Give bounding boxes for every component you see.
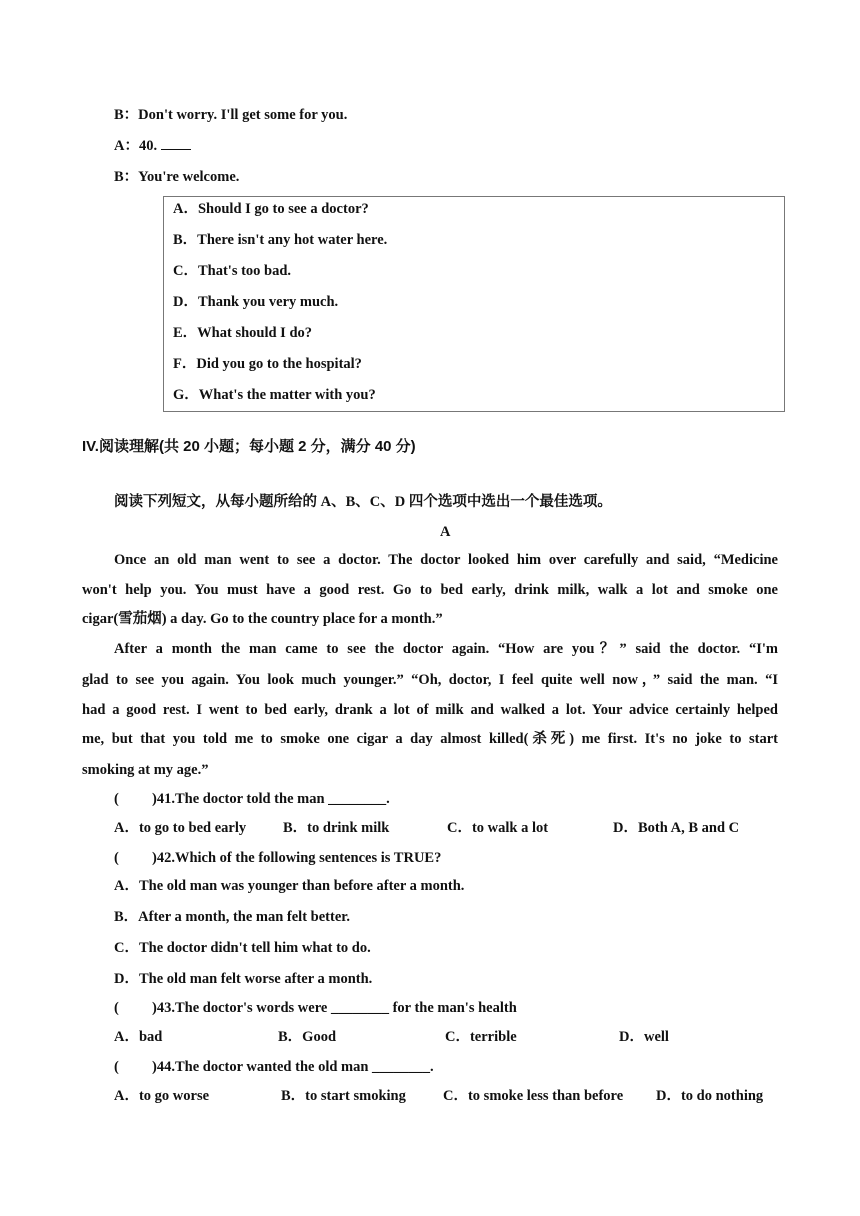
q43-option-a: A．bad (114, 1029, 163, 1045)
q44-option-b: B．to start smoking (281, 1088, 406, 1104)
passage-line-2: won't help you. You must have a good rest. Go to bed early, drink milk, walk a lot and smoke one (82, 582, 778, 598)
q42-option-b: B．After a month, the man felt better. (114, 909, 350, 925)
option-a: A．Should I go to see a doctor? (173, 201, 369, 217)
q41-option-b: B．to drink milk (283, 820, 390, 836)
q44-option-a: A．to go worse (114, 1088, 210, 1104)
option-c: C．That's too bad. (173, 263, 292, 279)
passage-line-6: had a good rest. I went to bed early, drank a lot of milk and walked a lot. Your advice certainly helped (82, 702, 778, 718)
q42-option-a: A．The old man was younger than before after a month. (114, 878, 465, 894)
question-44 (114, 1058, 434, 1076)
question-43-stem: )43.The doctor's words were ________ for the man's health (152, 1000, 517, 1016)
dialogue-line-a40 (114, 137, 191, 155)
passage-line-3: cigar(雪茄烟) a day. Go to the country place for a month.” (82, 611, 443, 627)
question-44-paren: ( (114, 1059, 119, 1075)
answer-blank-40 (161, 137, 191, 150)
q44-option-d: D．to do nothing (656, 1088, 764, 1104)
option-f: F．Did you go to the hospital? (173, 356, 362, 372)
passage-line-5: glad to see you again. You look much younger.” “Oh, doctor, I feel quite well now，” said the man. “I (82, 672, 778, 688)
dialogue-line-b2: B：You're welcome. (114, 169, 240, 185)
passage-line-7: me, but that you told me to smoke one cigar a day almost killed(杀死) me first. It's no joke to start (82, 731, 778, 747)
option-d: D．Thank you very much. (173, 294, 339, 310)
dialogue-line-a40-text: A：40. (114, 138, 158, 154)
option-g: G．What's the matter with you? (173, 387, 376, 403)
question-41-paren: ( (114, 791, 119, 807)
q42-option-d: D．The old man felt worse after a month. (114, 971, 373, 987)
option-b: B．There isn't any hot water here. (173, 232, 388, 248)
question-42 (114, 849, 441, 867)
section-title: IV.阅读理解(共 20 小题；每小题 2 分，满分 40 分) (82, 438, 416, 455)
q43-option-d: D．well (619, 1029, 669, 1045)
question-43-paren: ( (114, 1000, 119, 1016)
passage-line-8: smoking at my age.” (82, 762, 209, 778)
q44-option-c: C．to smoke less than before (443, 1088, 624, 1104)
passage-label: A (440, 524, 451, 540)
instructions: 阅读下列短文，从每小题所给的 A、B、C、D 四个选项中选出一个最佳选项。 (114, 494, 612, 510)
options-box (163, 196, 785, 412)
q41-option-d: D．Both A, B and C (613, 820, 740, 836)
q41-option-c: C．to walk a lot (447, 820, 549, 836)
q43-option-c: C．terrible (445, 1029, 517, 1045)
dialogue-line-b1: B：Don't worry. I'll get some for you. (114, 107, 348, 123)
question-41-stem: )41.The doctor told the man ________. (152, 791, 390, 807)
question-42-stem: )42.Which of the following sentences is TRUE? (152, 850, 442, 866)
question-44-stem: )44.The doctor wanted the old man ________. (152, 1059, 434, 1075)
passage-line-4: After a month the man came to see the doctor again. “How are you？” said the doctor. “I'm (114, 641, 778, 657)
q42-option-c: C．The doctor didn't tell him what to do. (114, 940, 371, 956)
question-42-paren: ( (114, 850, 119, 866)
q43-option-b: B．Good (278, 1029, 337, 1045)
passage-line-1: Once an old man went to see a doctor. The doctor looked him over carefully and said, “Medicine (114, 552, 778, 568)
option-e: E．What should I do? (173, 325, 313, 341)
question-41 (114, 790, 390, 808)
question-43 (114, 999, 517, 1017)
q41-option-a: A．to go to bed early (114, 820, 247, 836)
